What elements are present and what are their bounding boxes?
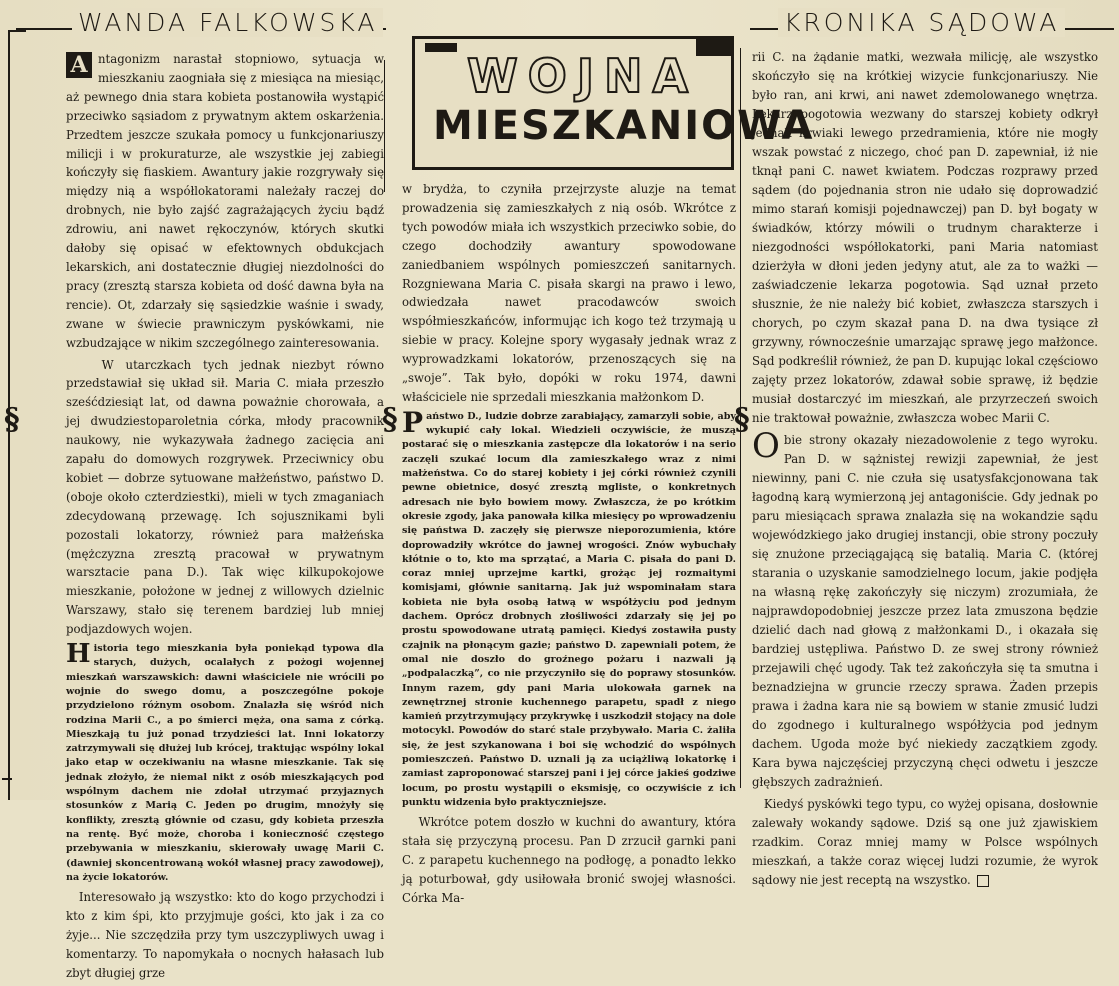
drop-cap: P xyxy=(402,405,424,439)
paragraph xyxy=(752,426,1098,792)
paragraph xyxy=(66,50,384,353)
paragraph xyxy=(66,639,384,885)
column-separator xyxy=(384,60,385,192)
paragraph-text: ntagonizm narastał stopniowo, sytuacja w mieszkaniu zaogniała się z miesiąca na miesiąc, aż pewnego dnia stara kobieta postanowiła wystąpić przeciwko sąsiadom z prywatnym aktem oskarżenia. Przedtem jeszcze szukała pomocy u funkcjonariuszy milicji i w prokuraturze, ale wszystkie jej zabiegi kończyły się fiaskiem. Awantury jakie rozgrywały się między nią a współlokatorami należały raczej do drobnych, nie było zajść zagrażających życiu bądź zdrowiu, ani nawet rękoczynów, których skutki dałoby się opisać w efektownych obdukcjach lekarskich, ani dostatecznie długiej niezdolności do pracy (zresztą starsza kobieta od dość dawna była na rencie). Ot, zdarzały się sąsiedzkie waśnie i swady, zwane w świecie prawniczym pyskówkami, nie wzbudzające w nikim szczególnego zainteresowania. xyxy=(66,52,384,350)
paragraph xyxy=(752,795,1098,890)
paragraph xyxy=(66,888,384,983)
drop-cap: O xyxy=(752,426,780,466)
paragraph xyxy=(402,405,736,810)
drop-cap: H xyxy=(66,639,91,670)
rubric-header xyxy=(750,6,1114,40)
paragraph-text: istoria tego mieszkania była poniekąd typowa dla starych, dużych, ocalałych z pożogi wojennej mieszkań warszawskich: dawni właściciele nie wrócili po wojnie do swego domu, a poszczególne pokoje przydzielono różnym osobom. Znalazła się wśród nich rodzina Marii C., a po śmierci męża, ona sama z córką. Mieszkają tu już ponad trzydzieści lat. Inni lokatorzy zatrzymywali się dłużej lub krócej, traktując wspólny lokal jako etap w oczekiwaniu na własne mieszkanie. Tak się jednak złożyło, że niemal nikt z osób mieszkających pod wspólnym dachem nie zdołał utrzymać przyjaznych stosunków z Marią C. Jeden po drugim, mnożyły się konflikty, zresztą głównie od czasu, gdy kobieta przeszła na rentę. Być może, choroba i konieczność częstego przebywania w mieszkaniu, skierowały uwagę Marii C. (dawniej skoncentrowaną wokół własnej pracy zawodowej), na życie lokatorów. xyxy=(66,643,384,883)
paragraph-text: w brydża, to czyniła przejrzyste aluzje na temat prowadzenia się zamieszkałych z nią osób. Wkrótce z tych powodów miała ich wszystkich przeciwko sobie, do czego dochodziły awantury spowodowane zaniedbaniem wspólnych pomieszczeń sanitarnych. Rozgniewana Maria C. pisała skargi na prawo i lewo, odwiedzała nawet pracodawców swoich współmieszkańców, informując ich kogo też trzymają u siebie w pracy. Kolejne spory wygasały jednak wraz z wyprowadzkami lokatorów, przenoszących się na „swoje”. Tak było, dopóki w roku 1974, dawni właściciele nie sprzedali mieszkania małżonkom D. xyxy=(402,182,736,404)
paragraph xyxy=(402,813,736,908)
paragraph-text: Interesowało ją wszystko: kto do kogo przychodzi i kto z kim śpi, kto przyjmuje gości, kto jak i za co żyje... Nie szczędziła przy tym uszczypliwych uwag i komentarzy. To napomykała o nocnych hałasach lub zbyt długiej grze xyxy=(66,890,384,980)
paragraph-text: W utarczkach tych jednak niezbyt równo przedstawiał się układ sił. Maria C. miała przeszło sześćdziesiąt lat, od dawna poważnie chorowała, a jej dwudziestoparoletnia córka, młody pracownik naukowy, nie wykazywała żadnego zacięcia ani zapału do domowych rozgrywek. Przeciwnicy obu kobiet — dobrze sytuowane małżeństwo, państwo D. (oboje około czterdziestki), mieli w tych zmaganiach zdecydowaną przewagę. Ich sojusznikami byli pozostali lokatorzy, również para małżeńska (mężczyzna zresztą pracował w prywatnym warsztacie pana D.). Tak więc kilkupokojowe mieszkanie, położone w jednej z willowych dzielnic Warszawy, stało się terenem bardziej lub mniej podjazdowych wojen. xyxy=(66,357,384,637)
headline-line2: MIESZKANIOWA xyxy=(433,103,815,149)
paragraph-text: aństwo D., ludzie dobrze zarabiający, zamarzyli sobie, aby wykupić cały lokal. Wiedzieli oczywiście, że muszą postarać się o mieszkania zastępcze dla lokatorów i na serio zaczęli szukać locum dla zamieszkałego wraz z nimi małżeństwa. Co do starej kobiety i jej córki również czynili pewne obietnice, dosyć zresztą mgliste, o konkretnych adresach nie było bowiem mowy. Zwłaszcza, że po krótkim okresie zgody, jaka panowała kilka miesięcy po wprowadzeniu się państwa D. zaczęły się pierwsze nieporozumienia, które doprowadziły wkrótce do jawnej wrogości. Znów wybuchały kłótnie o to, kto ma sprzątać, a Maria C. pisała do pani D. coraz mniej uprzejme kartki, grożąc jej rozmaitymi komisjami, głównie sanitarną. Jak już wspominałam stara kobieta nie była osobą łatwą w współżyciu pod jednym dachem. Oprócz drobnych złośliwości zdarzały się jej po prostu spowodowane utratą pamięci. Kiedyś zostawiła pusty czajnik na płonącym gazie; państwo D. zapewniali potem, że omal nie doszło do groźnego pożaru i nazwali ją „podpalaczką”, co nie przyczyniło się do poprawy stosunków. Innym razem, gdy pani Maria ulokowała garnek na zewnętrznej stronie kuchennego parapetu, spadł z niego kamień przytrzymujący przykrywkę i uszkodził stojący na dole motocykl. Powodów do starć stale przybywało. Maria C. żaliła się, że jest szykanowana i boi się wchodzić do wspólnych pomieszczeń. Państwo D. uznali ją za uciążliwą lokatorkę i zamiast zaproponować starszej pani i jej córce jakieś godziwe locum, po prostu wystąpili o eksmisję, co oczywiście z ich punktu widzenia było praktyczniejsze. xyxy=(402,410,736,808)
drop-cap: A xyxy=(66,52,92,78)
section-mark: § xyxy=(4,402,20,437)
article-column-1 xyxy=(66,50,384,986)
section-mark: § xyxy=(382,402,398,437)
margin-dash xyxy=(2,778,12,780)
author-name: WANDA FALKOWSKA xyxy=(72,8,383,37)
article-column-3 xyxy=(752,48,1098,893)
rubric-title: KRONIKA SĄDOWA xyxy=(778,8,1065,37)
paragraph-text: Kiedyś pyskówki tego typu, co wyżej opisana, dosłownie zalewały wokandy sądowe. Dziś są one już zjawiskiem rzadkim. Coraz mniej mamy w Polsce wspólnych mieszkań, a także coraz więcej ludzi rozumie, że wyrok sądowy nie jest receptą na wszystko. xyxy=(752,797,1098,887)
paragraph xyxy=(752,48,1098,428)
headline-ornament xyxy=(696,36,734,56)
article-column-2 xyxy=(402,180,736,911)
paragraph-text: Wkrótce potem doszło w kuchni do awantury, która stała się przyczyną procesu. Pan D zrzucił garnki pani C. z parapetu kuchennego na podłogę, a ponadto lekko ją poturbował, gdy usiłowała bronić swojej własności. Córka Ma- xyxy=(402,815,736,905)
paragraph-text: bie strony okazały niezadowolenie z tego wyroku. Pan D. w sążnistej rewizji zapewniał, że jest niewinny, pani C. nie czuła się usatysfakcjonowana tak łagodną karą wymierzoną jej antagoniście. Gdy jednak po paru miesiącach sprawa znalazła się na wokandzie sądu wojewódzkiego jako drugiej instancji, obie strony poczuły się znużone przeciągającą się batalią. Maria C. (której starania o uzyskanie samodzielnego locum, jakie podjęła na własną rękę zakończyły się niczym) zrozumiała, że najprawdopodobniej jeszcze przez lata zmuszona będzie dzielić dach nad głową z małżonkami D., i okazała się bardziej ustępliwa. Państwo D. ze swej strony również przejawili chęć ugody. Tak też zakończyła się ta smutna i beznadziejna w gruncie rzeczy sprawa. Żaden przepis prawa i żadna kara nie są bowiem w stanie zmusić ludzi do zgodnego i kulturalnego współżycia pod jednym dachem. Ugoda może być niekiedy zaczątkiem zgody. Kara bywa najczęściej przyczyną chęci odwetu i jeszcze głębszych zadrażnień. xyxy=(752,433,1098,789)
headline-box xyxy=(412,36,815,170)
headline-ornament xyxy=(425,43,457,52)
paragraph xyxy=(66,356,384,640)
section-mark: § xyxy=(734,402,750,437)
author-header xyxy=(16,6,386,40)
paragraph-text: rii C. na żądanie matki, wezwała milicję, ale wszystko skończyło się na krótkiej wizycie funkcjonariuszy. Nie było ran, ani krwi, ani nawet zdemolowanego wnętrza. Lekarz pogotowia wezwany do starszej kobiety odkrył jednak krwiaki lewego przedramienia, które nie mogły wszak powstać z niczego, choć pan D. zapewniał, iż nie tknął pani C. nawet kwiatem. Podczas rozprawy przed sądem (do pojednania stron nie udało się doprowadzić mimo starań komisji pojednawczej) pan D. był bogaty w świadków, którzy mówili o trudnym charakterze i niezgodności współlokatorki, pani Maria natomiast dzierżyła w dłoni jeden jedyny atut, ale za to ważki — zaświadczenie lekarza pogotowia. Sąd uznał przeto słusznie, że nie należy bić kobiet, zwłaszcza starszych i chorych, po czym skazał pana D. na dwa tysiące zł grzywny, równocześnie umarzając sprawę jego małżonce. Sąd podkreślił również, że pan D. kupując lokal częściowo zajęty przez lokatorów, zdawał sobie sprawę, iż będzie musiał dostarczyć im mieszkań, ale przyrzeczeń swoich nie traktował poważnie, zwłaszcza wobec Marii C. xyxy=(752,50,1098,425)
headline-line1: WOJNA xyxy=(467,49,699,103)
end-mark xyxy=(977,875,989,887)
paragraph xyxy=(402,180,736,407)
